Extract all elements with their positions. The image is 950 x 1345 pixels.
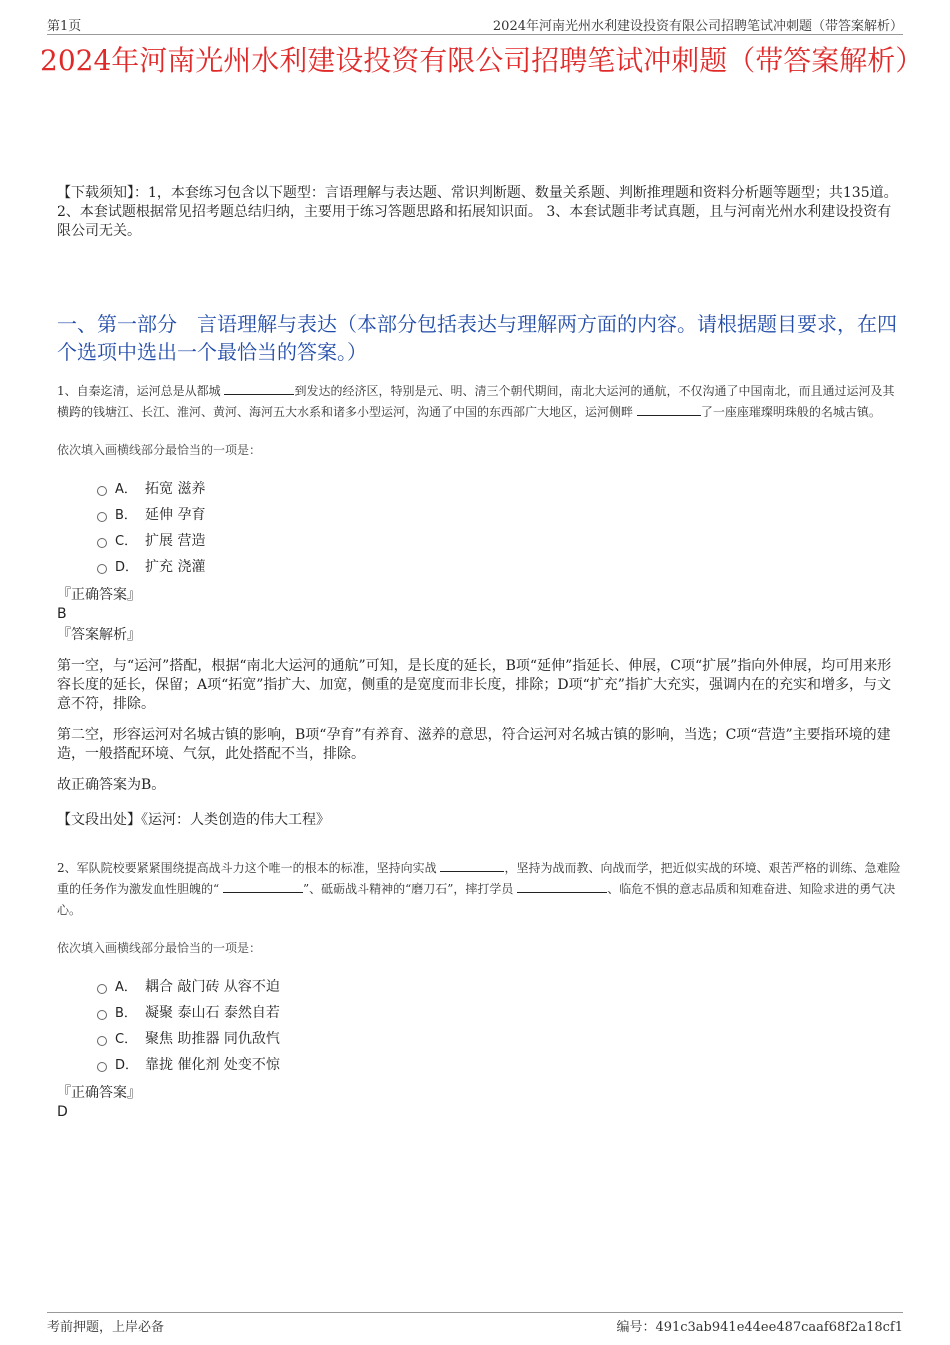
fill-blank: [517, 880, 607, 893]
question-stem: [57, 858, 902, 921]
stem-text: 到发达的经济区，特别是元、明、清三个朝代期间，南北大运河的通航，不仅沟通了中国南北，而且通过运河及其横跨的钱塘江、长江、淮河、黄河、海河五大水系和诸多小型运河，沟通了中国的东西部广大地区，运河侧畔: [57, 384, 895, 419]
stem-text: 1、自秦迄清，运河总是从都城: [57, 384, 225, 398]
option-c[interactable]: [97, 528, 902, 554]
question-stem: [57, 381, 902, 423]
radio-icon[interactable]: [97, 1010, 107, 1020]
option-b[interactable]: [97, 1000, 902, 1026]
option-text: 耦合 敲门砖 从容不迫: [145, 979, 280, 995]
option-text: 靠拢 催化剂 处变不惊: [145, 1057, 280, 1073]
option-d[interactable]: [97, 1052, 902, 1078]
radio-icon[interactable]: [97, 512, 107, 522]
option-letter: A．: [115, 980, 137, 995]
download-notice: 【下载须知】：1，本套练习包含以下题型：言语理解与表达题、常识判断题、数量关系题、判断推理题和资料分析题等题型；共135道。 2、本套试题根据常见招考题总结归纳，主要用于练习答题思路和拓展知识面。 3、本套试题非考试真题，且与河南光州水利建设投资有限公司无关。: [57, 185, 898, 239]
correct-answer: D: [57, 1104, 68, 1120]
option-text: 扩充 浇灌: [145, 559, 206, 575]
option-letter: D．: [115, 560, 139, 575]
option-text: 凝聚 泰山石 泰然自若: [145, 1005, 280, 1021]
passage-source: 【文段出处】《运河：人类创造的伟大工程》: [57, 812, 330, 828]
question-1: [57, 381, 902, 830]
question-instruction: 依次填入画横线部分最恰当的一项是：: [57, 941, 262, 955]
option-text: 聚焦 助推器 同仇敌忾: [145, 1031, 280, 1047]
analysis-label: 『答案解析』: [57, 627, 141, 643]
analysis-paragraph: 第一空，与“运河”搭配，根据“南北大运河的通航”可知，是长度的延长，B项“延伸”指延长、伸展，C项“扩展”指向外伸展，均可用来形容长度的延长，保留；A项“拓宽”指扩大、加宽，侧重的是宽度而非长度，排除；D项“扩充”指扩大充实，强调内在的充实和增多，与文意不符，排除。: [57, 658, 892, 712]
option-text: 拓宽 滋养: [145, 481, 206, 497]
fill-blank: [224, 382, 294, 395]
radio-icon[interactable]: [97, 1036, 107, 1046]
section-title: 一、第一部分 言语理解与表达（本部分包括表达与理解两方面的内容。请根据题目要求，在四个选项中选出一个最恰当的答案。）: [57, 312, 897, 364]
answer-label: 『正确答案』: [57, 1085, 141, 1101]
fill-blank: [223, 880, 303, 893]
option-letter: C．: [115, 534, 138, 549]
stem-text: 2、军队院校要紧紧围绕提高战斗力这个唯一的根本的标准，坚持向实战: [57, 861, 441, 875]
option-b[interactable]: [97, 502, 902, 528]
stem-text: 、临危不惧的意志品质和知难奋进、知险求进的勇气决心。: [57, 882, 896, 917]
radio-icon[interactable]: [97, 984, 107, 994]
radio-icon[interactable]: [97, 564, 107, 574]
answer-label: 『正确答案』: [57, 587, 141, 603]
option-letter: A．: [115, 482, 137, 497]
stem-text: ”、砥砺战斗精神的“磨刀石”，摔打学员: [302, 882, 518, 896]
page-header: [47, 14, 903, 35]
option-letter: B．: [115, 1006, 137, 1021]
question-2: [57, 858, 902, 1122]
footer-slogan: 考前押题，上岸必备: [47, 1320, 165, 1335]
option-letter: D．: [115, 1058, 139, 1073]
analysis-paragraph: 第二空，形容运河对名城古镇的影响，B项“孕育”有养育、滋养的意思，符合运河对名城古镇的影响，当选；C项“营造”主要指环境的建造，一般搭配环境、气氛，此处搭配不当，排除。: [57, 727, 891, 762]
fill-blank: [637, 403, 701, 416]
header-doc-title: 2024年河南光州水利建设投资有限公司招聘笔试冲刺题（带答案解析）: [492, 19, 903, 34]
option-d[interactable]: [97, 554, 902, 580]
option-c[interactable]: [97, 1026, 902, 1052]
option-list: [57, 974, 902, 1078]
page-footer: [47, 1312, 903, 1333]
option-letter: C．: [115, 1032, 138, 1047]
option-list: [57, 476, 902, 580]
stem-text: 了一座座璀璨明珠般的名城古镇。: [700, 405, 881, 419]
correct-answer: B: [57, 606, 67, 622]
option-a[interactable]: [97, 476, 902, 502]
analysis-conclusion: 故正确答案为B。: [57, 777, 166, 793]
page-number: 第1页: [47, 19, 82, 34]
radio-icon[interactable]: [97, 1062, 107, 1072]
option-text: 扩展 营造: [145, 533, 206, 549]
question-instruction: 依次填入画横线部分最恰当的一项是：: [57, 443, 262, 457]
radio-icon[interactable]: [97, 538, 107, 548]
option-a[interactable]: [97, 974, 902, 1000]
stem-text: ，坚持为战而教、向战而学，把近似实战的环境、艰苦严格的训练、急难险重的任务作为激发血性胆魄的“: [57, 861, 901, 896]
document-title: 2024年河南光州水利建设投资有限公司招聘笔试冲刺题（带答案解析）: [40, 44, 924, 77]
option-text: 延伸 孕育: [145, 507, 206, 523]
document-id: 编号：491c3ab941e44ee487caaf68f2a18cf1: [616, 1320, 903, 1335]
radio-icon[interactable]: [97, 486, 107, 496]
option-letter: B．: [115, 508, 137, 523]
fill-blank: [440, 859, 504, 872]
